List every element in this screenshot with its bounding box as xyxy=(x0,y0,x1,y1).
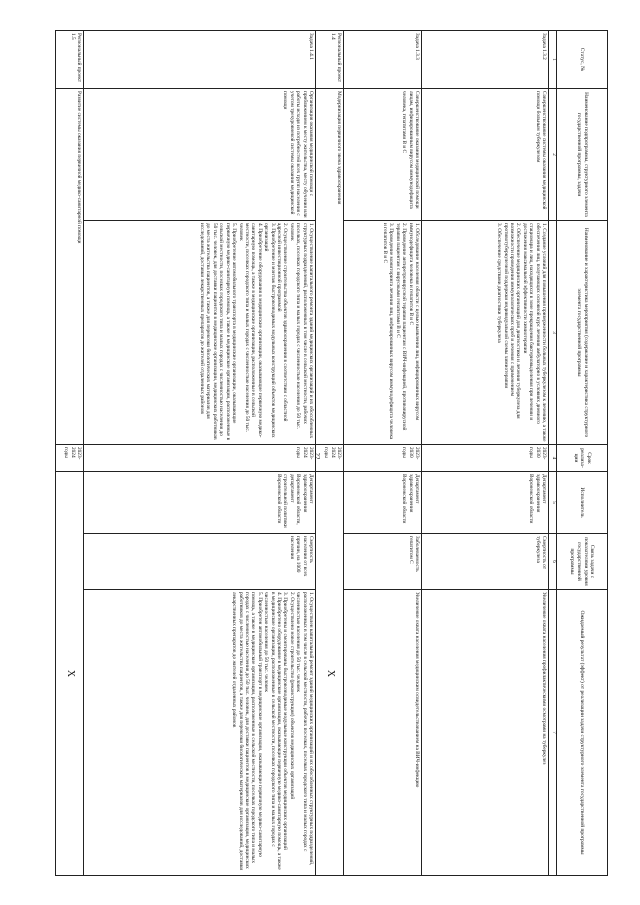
measure-item: 1. Создание условий для повышения приверженности больных туберкулезом к лечению, а также обеспечения лиц, получающих основной курс лечения амбулаторно в условиях дневного стационара и лиц, находящихся в зоне прекращения бактериовыделения при лечении и достижения максимальной эффективности химиотерапии xyxy=(521,223,547,442)
header-term: Срок реализа-ции xyxy=(557,445,608,472)
program-measures-table xyxy=(55,30,608,876)
header-name: Наименование подпрограммы, структурного элемента государственной программы, задачи xyxy=(557,89,608,221)
table-row-project xyxy=(316,31,344,876)
row-term: 2023-2030 годы xyxy=(344,445,422,472)
row-result xyxy=(84,590,316,876)
row-executor: Департамент здравоохранения Воронежской области xyxy=(344,472,422,534)
col-number: 4 xyxy=(549,445,557,472)
row-term: 2023-2024 годы xyxy=(84,445,316,472)
measure-item: 1. Осуществление капитального ремонта зданий медицинских организаций и их обособленных структурных подразделений, расположенных в том числе в сельской местности, рабочих поселках, поселках городского типа и малых городах с численностью населения до 50 тыс. человек xyxy=(288,223,314,439)
row-term: 2023-2024 годы xyxy=(56,445,84,472)
row-result: Увеличение охвата населения профилактическими осмотрами на туберкулез xyxy=(422,590,549,876)
row-executor: Департамент здравоохранения Воронежской области, департамент строительной политики Воронежской области xyxy=(84,472,316,534)
measure-item: 2. Обеспечение медицинских организаций для диагностики и лечения туберкулеза для возможности проведения иммунологических проб и лечения с применением противотуберкулезной поддержки индивидуальной схемы химиотерапии xyxy=(502,223,522,419)
col-number: 6 xyxy=(549,534,557,590)
measure-item: 1. Обследование населения области с целью выявления лиц, инфицированных вирусом иммунодефицита человека и гепатитов В и С xyxy=(407,223,420,421)
row-name: Развитие системы оказания первичной медико-санитарной помощи xyxy=(56,89,84,445)
row-measures xyxy=(84,221,316,445)
row-name: Модернизация первичного звена здравоохранения xyxy=(316,89,344,445)
measure-item: 3. Проведение мониторинга лечения лиц, инфицированных вирусом иммунодефицита человека и гепатитов В и С xyxy=(381,223,395,440)
row-name: Совершенствование системы оказания медицинской помощи больным туберкулезом xyxy=(422,89,549,221)
x-mark: X xyxy=(324,669,336,678)
col-number: 7 xyxy=(549,590,557,876)
row-mark xyxy=(316,472,344,876)
result-item: 3. Приобретены и смонтированы быстровозводимые модульные конструкции объектов медицинских организаций xyxy=(282,592,289,850)
measure-item: 5. Приобретение автомобильного транспорта в медицинские организации, оказывающие первичную медико-санитарную помощь, а также в медицинские организации, расположенные в сельской местности, поселках городского типа и малых городах с численностью населения до 50 тыс. человек, для доставки пациентов в медицинские организации, медицинских работников до места жительства пациентов, а также для перевозки биологических материалов для исследований, доставки лекарственных препаратов до жителей отдаленных районов xyxy=(199,223,238,441)
measure-item: 2. Осуществление строительства объектов здравоохранения в соответствии с областной адресной инвестиционной программой xyxy=(275,223,289,422)
row-executor: Департамент здравоохранения Воронежской области xyxy=(422,472,549,534)
header-measures: Наименование и характеристика мероприятия (содержание и характеристика структурного элемента государственной программы xyxy=(557,221,608,445)
result-item: 1. Осуществлен капитальный ремонт зданий медицинских организаций и их обособленных структурных подразделений, расположенных в том числе в сельской местности, рабочих поселках, поселках городского типа и малых городах с численностью населения до 50 тыс. человек xyxy=(295,592,314,866)
row-status: Региональный проект 1.4 xyxy=(316,31,344,89)
row-link: Смертность населения от всех причин, на 1000 населения xyxy=(84,534,316,590)
header-executor: Исполнитель xyxy=(557,472,608,534)
row-status: Задача 1.3.3 xyxy=(344,31,422,89)
row-status: Региональный проект 1.5 xyxy=(56,31,84,89)
column-number-row xyxy=(549,31,557,876)
row-status: Задача 1.4.1 xyxy=(84,31,316,89)
table-header-row xyxy=(557,31,608,876)
header-link: Связь задачи с показателями уровня государственной программы xyxy=(557,534,608,590)
table-row xyxy=(422,31,549,876)
header-status: Статус, № xyxy=(557,31,608,89)
measure-item: 4. Приобретение оборудования в медицинские организации, оказывающие первичную медико-санитарную помощь, а также в медицинские организации, расположенные в сельской местности, поселках городского типа и малых городах с численностью населения до 50 тыс. человек xyxy=(237,223,263,438)
measure-item: 2. Проведение антиретровирусной терапии пациентам с ВИЧ-инфекцией, противовирусной терапии пациентам с вирусными гепатитами В и С xyxy=(394,223,408,431)
table-row xyxy=(84,31,316,876)
result-item: 2. Осуществлено новое строительство (реконструкция) объектов медицинских организаций xyxy=(288,592,295,800)
row-name: Организация оказания медицинской помощи с приближением к месту жительства, месту обучения или работы исходя из потребностей всех групп населения с учетом трехуровневой системы оказания медицинской помощи xyxy=(84,89,316,221)
row-name: Совершенствование оказания медицинской помощи лицам, инфицированным вирусом иммунодефицита человека, гепатитами В и С xyxy=(344,89,422,221)
col-number: 1 xyxy=(549,31,557,89)
col-number: 5 xyxy=(549,472,557,534)
x-mark: X xyxy=(64,669,76,678)
col-number: 3 xyxy=(549,221,557,445)
result-item: 4. Приобретено оборудование в медицинские организации, оказывающие первичную медико-санитарную помощь, а также в медицинские организации, расположенные в сельской местности, поселках городского типа и малых городах с численностью населения до 50 тыс. человек xyxy=(263,592,282,870)
rotated-table-page xyxy=(38,30,608,875)
row-mark xyxy=(56,472,84,876)
measure-item: 3. Приобретение и монтаж быстровозводимых модульных конструкций объектов медицинских организаций xyxy=(263,223,276,438)
result-item: 5. Приобретен автомобильный транспорт в медицинские организации, оказывающие первичную медико-санитарную помощь, а также в медицинские организации, расположенные в сельской местности, поселках городского типа и малых городах с численностью населения до 50 тыс. человек, для доставки пациентов в медицинские организации, медицинских работников до места жительства пациентов, а также для перевозки биологических материалов для исследований, доставки лекарственных препаратов до жителей отдаленных районов xyxy=(231,592,263,871)
measure-item: 3. Обеспечение средствами диагностики туберкулеза xyxy=(496,223,503,343)
row-link: Смертность от туберкулеза xyxy=(422,534,549,590)
row-term: 2023-2024 годы xyxy=(316,445,344,472)
page-number: 22 xyxy=(313,452,321,460)
col-number: 2 xyxy=(549,89,557,221)
table-row xyxy=(344,31,422,876)
row-result: Увеличение охвата населения медицинским освидетельствованием на ВИЧ-инфекцию xyxy=(344,590,422,876)
row-link: Заболеваемость гепатитом С xyxy=(344,534,422,590)
table-row-project xyxy=(56,31,84,876)
row-measures xyxy=(344,221,422,445)
header-result: Ожидаемый результат (эффект) от реализации задачи структурного элемента государственной программы xyxy=(557,590,608,876)
row-status: Задача 1.3.2 xyxy=(422,31,549,89)
row-term: 2023-2030 годы xyxy=(422,445,549,472)
row-measures xyxy=(422,221,549,445)
